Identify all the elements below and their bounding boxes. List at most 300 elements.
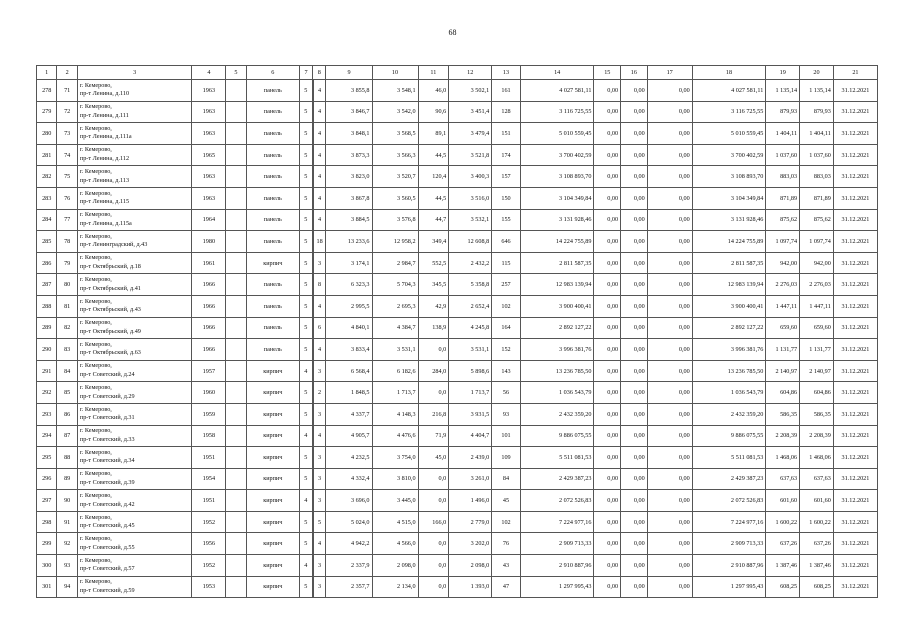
address-cell (77, 274, 192, 296)
table-cell: 871,89 (800, 187, 834, 209)
table-cell: 3 810,0 (372, 468, 418, 490)
table-cell: 4 384,7 (372, 317, 418, 339)
table-cell: 74 (57, 144, 77, 166)
table-cell: 586,35 (800, 403, 834, 425)
table-cell: 1963 (192, 101, 226, 123)
table-cell: 3 996 381,76 (692, 339, 766, 361)
table-cell: 4 905,7 (326, 425, 372, 447)
address-street: пр-т Ленина, д.112 (79, 155, 130, 163)
table-cell: 0,00 (647, 187, 692, 209)
table-cell: 18 (313, 231, 326, 253)
table-cell: 1953 (192, 576, 226, 598)
table-cell: 0,00 (621, 187, 648, 209)
table-cell: 1 447,11 (766, 295, 800, 317)
column-header: 7 (299, 66, 312, 80)
table-cell: 0,00 (594, 555, 621, 577)
table-row (37, 511, 878, 533)
table-cell: 31.12.2021 (833, 555, 877, 577)
table-cell: 3 521,8 (449, 144, 492, 166)
table-cell: 1963 (192, 80, 226, 102)
table-cell (226, 187, 246, 209)
table-cell: 0,00 (621, 231, 648, 253)
address-street: пр-т Советский, д.45 (79, 522, 135, 530)
table-cell: кирпич (246, 511, 299, 533)
table-row (37, 382, 878, 404)
table-cell: 31.12.2021 (833, 360, 877, 382)
table-row (37, 317, 878, 339)
table-cell: 75 (57, 166, 77, 188)
table-cell: 3 131 928,46 (692, 209, 766, 231)
table-cell: 0,00 (647, 533, 692, 555)
table-cell: 4 (313, 80, 326, 102)
column-header: 6 (246, 66, 299, 80)
table-cell: 31.12.2021 (833, 123, 877, 145)
table-cell: 0,00 (594, 339, 621, 361)
address-city: г. Кемерово, (79, 103, 112, 111)
table-cell: 1 135,14 (766, 80, 800, 102)
address-cell (77, 317, 192, 339)
address-street: пр-т Советский, д.42 (79, 500, 135, 508)
table-cell: 0,00 (594, 144, 621, 166)
table-cell: 3 479,4 (449, 123, 492, 145)
table-cell: 2 276,03 (800, 274, 834, 296)
table-cell: 6 323,3 (326, 274, 372, 296)
table-cell: 0,00 (621, 447, 648, 469)
column-header: 20 (800, 66, 834, 80)
address-street: пр-т Ленина, д.111а (79, 133, 132, 141)
table-cell: 1954 (192, 468, 226, 490)
address-cell (77, 166, 192, 188)
table-cell: 0,0 (418, 382, 449, 404)
table-cell: 1966 (192, 339, 226, 361)
table-cell: 0,00 (647, 209, 692, 231)
table-cell: 1 713,7 (372, 382, 418, 404)
table-cell: 283 (37, 187, 57, 209)
table-cell: 31.12.2021 (833, 447, 877, 469)
table-cell: 0,00 (594, 123, 621, 145)
table-cell: 72 (57, 101, 77, 123)
table-cell: 2 276,03 (766, 274, 800, 296)
table-cell: 2 429 387,23 (520, 468, 594, 490)
table-cell: 1 468,06 (766, 447, 800, 469)
table-cell: 14 224 755,89 (520, 231, 594, 253)
table-cell: 31.12.2021 (833, 317, 877, 339)
column-header: 18 (692, 66, 766, 80)
table-cell: 3 754,0 (372, 447, 418, 469)
table-cell: 31.12.2021 (833, 209, 877, 231)
table-cell: 3 451,4 (449, 101, 492, 123)
table-cell: 3 531,1 (372, 339, 418, 361)
table-row (37, 576, 878, 598)
table-cell: 0,00 (594, 187, 621, 209)
table-cell: 71 (57, 80, 77, 102)
table-cell: 13 236 785,50 (520, 360, 594, 382)
table-cell: 4 404,7 (449, 425, 492, 447)
table-cell: 0,00 (594, 425, 621, 447)
table-cell: 0,00 (621, 576, 648, 598)
table-cell: 4 476,6 (372, 425, 418, 447)
table-cell: 7 224 977,16 (692, 511, 766, 533)
table-cell: 0,00 (647, 317, 692, 339)
table-cell: 161 (492, 80, 521, 102)
table-cell: 3 846,7 (326, 101, 372, 123)
address-cell (77, 123, 192, 145)
table-cell: 871,89 (766, 187, 800, 209)
table-cell: 2 892 127,22 (692, 317, 766, 339)
table-cell: 0,00 (647, 555, 692, 577)
table-cell: 4 232,5 (326, 447, 372, 469)
table-cell: кирпич (246, 252, 299, 274)
table-cell: 293 (37, 403, 57, 425)
table-cell: 157 (492, 166, 521, 188)
table-cell: 2 098,0 (372, 555, 418, 577)
table-cell: 0,00 (594, 231, 621, 253)
table-cell: 143 (492, 360, 521, 382)
table-cell: 5 (299, 511, 312, 533)
table-cell: 93 (57, 555, 77, 577)
address-street: пр-т Октябрьский, д.63 (79, 349, 141, 357)
address-cell (77, 339, 192, 361)
table-cell: 8 (313, 274, 326, 296)
table-cell: 120,4 (418, 166, 449, 188)
table-cell: 2 432 359,20 (520, 403, 594, 425)
table-cell: 0,00 (594, 274, 621, 296)
table-cell: 0,00 (594, 80, 621, 102)
address-street: пр-т Советский, д.57 (79, 565, 135, 573)
table-cell: 31.12.2021 (833, 80, 877, 102)
table-cell: кирпич (246, 360, 299, 382)
table-cell: 138,9 (418, 317, 449, 339)
table-cell: 0,00 (621, 360, 648, 382)
table-cell: 1957 (192, 360, 226, 382)
table-cell: 12 983 139,94 (692, 274, 766, 296)
table-cell: 6 568,4 (326, 360, 372, 382)
address-city: г. Кемерово, (79, 405, 112, 413)
table-cell: 552,5 (418, 252, 449, 274)
table-cell: 2 892 127,22 (520, 317, 594, 339)
address-cell (77, 144, 192, 166)
table-cell: 5 (299, 166, 312, 188)
table-cell: 4 245,8 (449, 317, 492, 339)
table-cell: 14 224 755,89 (692, 231, 766, 253)
table-cell: 13 233,6 (326, 231, 372, 253)
table-cell: 0,00 (647, 80, 692, 102)
table-cell: 2 337,9 (326, 555, 372, 577)
table-cell: 2 910 887,96 (520, 555, 594, 577)
table-cell: 281 (37, 144, 57, 166)
table-cell: 1 387,46 (766, 555, 800, 577)
address-city: г. Кемерово, (79, 556, 112, 564)
table-cell: 152 (492, 339, 521, 361)
table-cell: 2 432,2 (449, 252, 492, 274)
table-row (37, 101, 878, 123)
table-cell: 2 439,0 (449, 447, 492, 469)
table-cell: 1 600,22 (800, 511, 834, 533)
table-cell: 92 (57, 533, 77, 555)
table-cell: 0,00 (594, 468, 621, 490)
table-cell: кирпич (246, 382, 299, 404)
table-cell: 3 (313, 576, 326, 598)
table-cell: 3 900 400,41 (520, 295, 594, 317)
table-cell: 44,7 (418, 209, 449, 231)
table-body (37, 80, 878, 598)
table-cell: 0,00 (594, 382, 621, 404)
address-cell (77, 209, 192, 231)
table-cell: кирпич (246, 425, 299, 447)
table-cell: 83 (57, 339, 77, 361)
address-street: пр-т Октябрьский, д.18 (79, 263, 141, 271)
address-city: г. Кемерово, (79, 276, 112, 284)
table-cell: 0,0 (418, 339, 449, 361)
table-cell: 2 072 526,83 (520, 490, 594, 512)
table-cell: 0,00 (621, 144, 648, 166)
table-cell: 5 (299, 252, 312, 274)
table-cell: 87 (57, 425, 77, 447)
address-street: пр-т Советский, д.59 (79, 586, 135, 594)
table-cell: 0,00 (594, 317, 621, 339)
table-cell: 5 898,6 (449, 360, 492, 382)
table-cell: 296 (37, 468, 57, 490)
table-cell: 284 (37, 209, 57, 231)
table-row (37, 425, 878, 447)
column-header: 21 (833, 66, 877, 80)
column-header: 11 (418, 66, 449, 80)
table-cell: 5 (299, 123, 312, 145)
address-city: г. Кемерово, (79, 81, 112, 89)
table-cell: 0,00 (647, 166, 692, 188)
table-cell: 1 496,0 (449, 490, 492, 512)
address-street: пр-т Советский, д.39 (79, 478, 135, 486)
address-street: пр-т Ленина, д.111 (79, 111, 129, 119)
table-cell: 31.12.2021 (833, 166, 877, 188)
table-cell: 601,60 (766, 490, 800, 512)
table-cell: 5 (299, 533, 312, 555)
table-cell: 5 (299, 144, 312, 166)
table-cell: 3 531,1 (449, 339, 492, 361)
table-cell (226, 382, 246, 404)
table-cell: 5 704,3 (372, 274, 418, 296)
table-cell: 1 131,77 (800, 339, 834, 361)
table-cell: панель (246, 123, 299, 145)
address-cell (77, 490, 192, 512)
table-cell: 0,00 (647, 576, 692, 598)
table-cell: 1 393,0 (449, 576, 492, 598)
table-cell: 3 568,5 (372, 123, 418, 145)
address-street: пр-т Советский, д.29 (79, 392, 135, 400)
address-city: г. Кемерово, (79, 124, 112, 132)
table-cell: 4 (313, 339, 326, 361)
table-cell: 0,00 (647, 425, 692, 447)
table-cell: 288 (37, 295, 57, 317)
table-cell: 76 (57, 187, 77, 209)
address-street: пр-т Советский, д.33 (79, 435, 135, 443)
table-cell: 12 608,8 (449, 231, 492, 253)
table-cell: 3 867,8 (326, 187, 372, 209)
column-header: 3 (77, 66, 192, 80)
table-cell: 1 297 995,43 (520, 576, 594, 598)
table-cell: 31.12.2021 (833, 403, 877, 425)
address-cell (77, 511, 192, 533)
table-cell: 1 037,60 (766, 144, 800, 166)
table-cell (226, 403, 246, 425)
address-city: г. Кемерово, (79, 340, 112, 348)
page-number: 68 (448, 28, 457, 37)
address-street: пр-т Ленина, д.115 (79, 198, 130, 206)
table-cell: 2 098,0 (449, 555, 492, 577)
address-cell (77, 533, 192, 555)
table-cell (226, 360, 246, 382)
table-cell: 2 811 587,35 (520, 252, 594, 274)
address-cell (77, 447, 192, 469)
table-cell: 290 (37, 339, 57, 361)
table-cell: 5 (299, 80, 312, 102)
table-cell: 3 566,3 (372, 144, 418, 166)
table-cell: 345,5 (418, 274, 449, 296)
table-cell: 80 (57, 274, 77, 296)
table-cell: 608,25 (766, 576, 800, 598)
table-cell: 0,00 (647, 468, 692, 490)
table-cell: 4 (313, 209, 326, 231)
table-cell: 608,25 (800, 576, 834, 598)
table-cell: 1961 (192, 252, 226, 274)
table-cell: 3 400,3 (449, 166, 492, 188)
address-cell (77, 80, 192, 102)
table-cell: 4 332,4 (326, 468, 372, 490)
address-city: г. Кемерово, (79, 254, 112, 262)
table-cell: 81 (57, 295, 77, 317)
address-city: г. Кемерово, (79, 146, 112, 154)
table-cell: 1966 (192, 317, 226, 339)
table-cell (226, 274, 246, 296)
table-cell: 94 (57, 576, 77, 598)
table-cell: 1951 (192, 490, 226, 512)
table-cell: 3 104 349,84 (692, 187, 766, 209)
table-cell: 4 (299, 555, 312, 577)
table-cell: 2 134,0 (372, 576, 418, 598)
table-cell: 5 (299, 576, 312, 598)
table-cell: 31.12.2021 (833, 274, 877, 296)
table-cell: 1 097,74 (766, 231, 800, 253)
table-cell (226, 231, 246, 253)
table-row (37, 533, 878, 555)
table-cell: 2 811 587,35 (692, 252, 766, 274)
address-cell (77, 101, 192, 123)
address-street: пр-т Ленина, д.110 (79, 90, 130, 98)
table-cell: 4 566,0 (372, 533, 418, 555)
table-cell: 1 387,46 (800, 555, 834, 577)
table-cell (226, 101, 246, 123)
table-cell: 1952 (192, 555, 226, 577)
table-cell: 3 (313, 360, 326, 382)
table-cell: 7 224 977,16 (520, 511, 594, 533)
table-cell (226, 511, 246, 533)
table-cell (226, 123, 246, 145)
table-cell: 1959 (192, 403, 226, 425)
table-cell: 1 036 543,79 (692, 382, 766, 404)
table-cell: панель (246, 144, 299, 166)
table-cell: 31.12.2021 (833, 187, 877, 209)
table-cell: 285 (37, 231, 57, 253)
table-row (37, 295, 878, 317)
table-cell: 9 886 075,55 (520, 425, 594, 447)
address-city: г. Кемерово, (79, 513, 112, 521)
table-cell (226, 80, 246, 102)
table-cell: 4 027 581,11 (520, 80, 594, 102)
table-cell: 102 (492, 511, 521, 533)
table-cell: кирпич (246, 468, 299, 490)
table-cell: 5 (299, 447, 312, 469)
table-cell: 71,9 (418, 425, 449, 447)
address-cell (77, 252, 192, 274)
table-cell: панель (246, 166, 299, 188)
table-cell: 637,63 (766, 468, 800, 490)
column-header: 5 (226, 66, 246, 80)
table-cell: 0,00 (647, 252, 692, 274)
address-street: пр-т Ленина, д.115а (79, 219, 132, 227)
table-cell: 166,0 (418, 511, 449, 533)
table-cell: 115 (492, 252, 521, 274)
table-cell: 90 (57, 490, 77, 512)
table-cell: 4 (299, 360, 312, 382)
table-cell: 601,60 (800, 490, 834, 512)
table-cell: 2 910 887,96 (692, 555, 766, 577)
table-cell: 79 (57, 252, 77, 274)
table-cell: 82 (57, 317, 77, 339)
table-cell: 4 (313, 533, 326, 555)
table-cell: 0,00 (647, 274, 692, 296)
table-cell: 85 (57, 382, 77, 404)
table-cell: 0,00 (647, 403, 692, 425)
table-cell: 4 (313, 123, 326, 145)
table-cell: 6 (313, 317, 326, 339)
table-row (37, 274, 878, 296)
table-cell: 44,5 (418, 144, 449, 166)
table-cell: 4 942,2 (326, 533, 372, 555)
table-cell: 1 297 995,43 (692, 576, 766, 598)
table-cell: кирпич (246, 576, 299, 598)
table-cell: 604,86 (800, 382, 834, 404)
table-cell: 3 174,1 (326, 252, 372, 274)
table-cell: 3 108 893,70 (520, 166, 594, 188)
table-cell: 3 516,0 (449, 187, 492, 209)
address-street: пр-т Октябрьский, д.49 (79, 327, 141, 335)
address-street: пр-т Октябрьский, д.41 (79, 284, 141, 292)
address-city: г. Кемерово, (79, 535, 112, 543)
table-cell: 31.12.2021 (833, 511, 877, 533)
table-cell: 56 (492, 382, 521, 404)
table-cell: 3 900 400,41 (692, 295, 766, 317)
table-cell: 0,00 (621, 166, 648, 188)
table-cell: 31.12.2021 (833, 339, 877, 361)
address-city: г. Кемерово, (79, 319, 112, 327)
table-row (37, 166, 878, 188)
table-cell: 0,00 (647, 231, 692, 253)
table-cell: 883,03 (766, 166, 800, 188)
table-cell: 1 468,06 (800, 447, 834, 469)
table-cell: 0,00 (647, 360, 692, 382)
table-cell: 1966 (192, 295, 226, 317)
address-city: г. Кемерово, (79, 297, 112, 305)
column-header: 10 (372, 66, 418, 80)
table-cell: 0,0 (418, 533, 449, 555)
table-cell: 0,0 (418, 490, 449, 512)
table-cell: 3 542,0 (372, 101, 418, 123)
table-cell: 0,00 (594, 360, 621, 382)
address-city: г. Кемерово, (79, 232, 112, 240)
table-cell: 879,93 (766, 101, 800, 123)
table-cell: 216,8 (418, 403, 449, 425)
table-cell: 875,62 (800, 209, 834, 231)
